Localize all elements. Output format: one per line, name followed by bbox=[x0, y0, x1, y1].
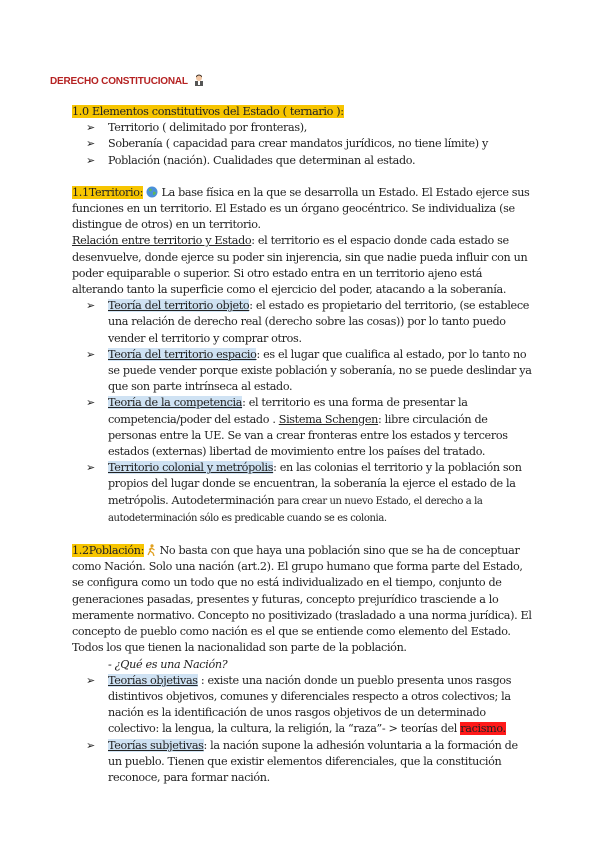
theory-label: Teorías objetivas bbox=[108, 673, 198, 687]
arrow-bullet-icon: ➢ bbox=[86, 738, 95, 752]
globe-icon bbox=[146, 186, 158, 198]
arrow-bullet-icon: ➢ bbox=[86, 673, 95, 687]
arrow-bullet-icon: ➢ bbox=[86, 396, 95, 410]
list-item: ➢ Población (nación). Cualidades que determinan al estado. bbox=[72, 153, 532, 169]
list-item: ➢ Teoría del territorio espacio: es el lugar que cualifica al estado, por lo tanto no se puede vender porque existe población y soberanía, no se puede deslindar ya que son parte intrínseca al estado. bbox=[86, 347, 532, 394]
relation-label: Relación entre territorio y Estado bbox=[72, 234, 252, 248]
nation-question: - ¿Qué es una Nación? bbox=[108, 657, 228, 671]
list-item: ➢ Teoría de la competencia: el territorio es una forma de presentar la competencia/poder del estado . Sistema Schengen: libre circulación de personas entre la UE. Se van a crear fronteras entre los estados y terceros estados (externas) libertad de movimiento entre los países del tratado. bbox=[86, 396, 508, 459]
territory-relation: Relación entre territorio y Estado: el territorio es el espacio donde cada estado se desenvuelve, donde ejerce su poder sin injerencia, sin que nadie pueda influir con un poder equiparable o superior. Si otro estado entra en un territorio ajeno está alterando tanto la superficie como el ejercicio del poder, atacando a la soberanía. bbox=[72, 234, 528, 297]
racism-highlight: racismo. bbox=[460, 722, 506, 736]
list-item: ➢ Teoría del territorio objeto: el estado es propietario del territorio, (se establece una relación de derecho real (derecho sobre las cosas)) por lo tanto puedo vender el territorio y comprar otros. bbox=[86, 299, 530, 345]
arrow-bullet-icon: ➢ bbox=[86, 153, 95, 167]
arrow-bullet-icon: ➢ bbox=[86, 299, 95, 313]
arrow-bullet-icon: ➢ bbox=[86, 461, 95, 475]
territory-paragraph: 1.1Territorio: La base física en la que se desarrolla un Estado. El Estado ejerce sus funciones en un territorio. El Estado es un órgano geocéntrico. Se individualiza (se distingue de otros) en un territorio. bbox=[72, 185, 530, 232]
document-body bbox=[72, 104, 532, 786]
section-heading-1-0: 1.0 Elementos constitutivos del Estado ( ternario ): bbox=[72, 105, 344, 118]
theory-label: Teoría de la competencia bbox=[108, 396, 243, 410]
arrow-bullet-icon: ➢ bbox=[86, 347, 95, 361]
teacher-icon bbox=[193, 74, 205, 86]
theory-label: Teoría del territorio objeto bbox=[108, 299, 250, 313]
arrow-bullet-icon: ➢ bbox=[86, 121, 95, 135]
arrow-bullet-icon: ➢ bbox=[86, 137, 95, 151]
population-paragraph: 1.2Población: No basta con que haya una población sino que se ha de conceptuar como Nación. Solo una nación (art.2). El grupo humano que forma parte del Estado, se configura como un todo que no está individualizado en el tiempo, conjunto de generaciones pasadas, presentes y futuras, concepto prejurídico trasciende a lo meramente normativo. Concepto no positivizado (trasladado a una norma jurídica). El concepto de pueblo como nación es el que se entiende como elemento del Estado. Todos los que tienen la nacionalidad son parte de la población. bbox=[72, 544, 532, 655]
list-item: ➢ Territorio ( delimitado por fronteras), bbox=[72, 120, 532, 136]
runner-icon bbox=[147, 544, 156, 556]
nation-theories-list bbox=[72, 673, 532, 786]
territory-theories-list bbox=[72, 298, 532, 527]
list-item: ➢ Teorías subjetivas: la nación supone la adhesión voluntaria a la formación de un pueblo. Tienen que existir elementos diferenciales, que la constitución reconoce, para formar nación. bbox=[86, 738, 518, 784]
schengen-label: Sistema Schengen bbox=[278, 412, 379, 426]
list-item: ➢ Territorio colonial y metrópolis: en las colonias el territorio y la población son propios del lugar donde se encuentran, la soberanía la ejerce el estado de la metrópolis. Autodeterminación para crear un nuevo Estado, el derecho a la autodeterminación sólo es predicable cuando se es colonia. bbox=[86, 461, 522, 524]
title-text: DERECHO CONSTITUCIONAL bbox=[50, 76, 188, 87]
list-item: ➢ Teorías objetivas : existe una nación donde un pueblo presenta unos rasgos distintivos objetivos, comunes y diferenciales respecto a otros colectivos; la nación es la identificación de unos rasgos objetivos de un determinado colectivo: la lengua, la cultura, la religión, la “raza”- > teorías del racismo. bbox=[86, 673, 512, 736]
theory-label: Territorio colonial y metrópolis bbox=[108, 461, 274, 475]
section-heading-1-2: 1.2Población: bbox=[72, 544, 145, 558]
list-item: ➢ Soberanía ( capacidad para crear mandatos jurídicos, no tiene límite) y bbox=[72, 136, 532, 152]
theory-label: Teorías subjetivas bbox=[108, 738, 204, 752]
elements-list bbox=[72, 120, 532, 169]
section-heading-1-1: 1.1Territorio: bbox=[72, 185, 144, 199]
theory-label: Teoría del territorio espacio bbox=[108, 347, 257, 361]
document-title bbox=[50, 74, 205, 87]
